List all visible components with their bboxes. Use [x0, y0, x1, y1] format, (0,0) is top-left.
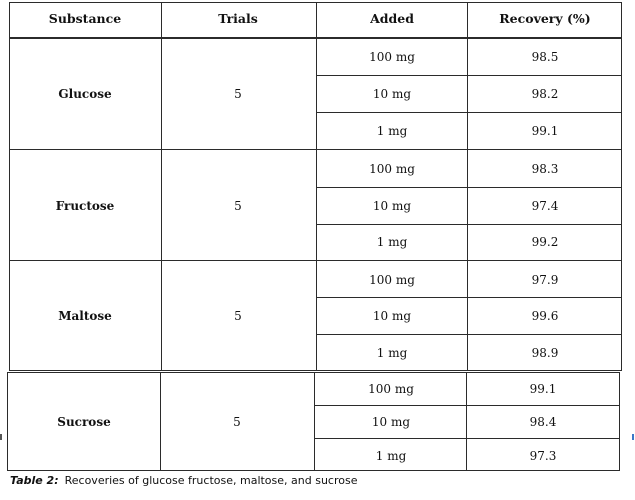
edge-marker — [632, 434, 634, 440]
substance-cell: Fructose — [55, 199, 115, 213]
grid-line — [316, 297, 622, 298]
added-cell: 100 mg — [368, 382, 414, 396]
header-added: Added — [370, 10, 414, 26]
grid-line — [9, 2, 10, 371]
recovery-cell: 97.4 — [531, 199, 559, 213]
grid-line — [314, 405, 620, 406]
header-substance: Substance — [48, 10, 122, 26]
added-cell: 1 mg — [376, 346, 408, 360]
added-cell: 100 mg — [369, 273, 415, 287]
grid-line — [316, 334, 622, 335]
grid-line — [316, 224, 622, 225]
trials-cell: 5 — [234, 309, 242, 323]
trials-cell: 5 — [233, 415, 241, 429]
trials-cell: 5 — [234, 87, 242, 101]
recovery-cell: 99.2 — [531, 235, 559, 249]
grid-line — [316, 112, 622, 113]
grid-line — [621, 2, 622, 371]
grid-line — [619, 372, 620, 471]
substance-cell: Maltose — [58, 309, 112, 323]
added-cell: 1 mg — [375, 449, 407, 463]
substance-cell: Sucrose — [57, 415, 111, 429]
grid-line — [314, 438, 620, 439]
edge-marker — [0, 434, 2, 440]
caption-text: Recoveries of glucose fructose, maltose, and sucrose — [64, 474, 358, 487]
table-caption — [10, 474, 357, 487]
grid-line — [466, 372, 467, 471]
grid-line — [467, 2, 468, 371]
header-trials: Trials — [218, 10, 258, 26]
added-cell: 10 mg — [372, 309, 412, 323]
recovery-cell: 98.2 — [531, 87, 559, 101]
added-cell: 10 mg — [372, 87, 412, 101]
recovery-cell: 98.5 — [531, 50, 559, 64]
recovery-cell: 97.9 — [531, 273, 559, 287]
recovery-cell: 99.1 — [529, 382, 557, 396]
recovery-cell: 98.4 — [529, 415, 557, 429]
added-cell: 100 mg — [369, 162, 415, 176]
grid-line — [316, 2, 317, 371]
grid-line — [161, 2, 162, 371]
trials-cell: 5 — [234, 199, 242, 213]
header-recovery: Recovery (%) — [499, 10, 591, 26]
caption-label: Table 2: — [10, 474, 59, 487]
grid-line — [314, 372, 315, 471]
added-cell: 1 mg — [376, 235, 408, 249]
recovery-cell: 99.1 — [531, 124, 559, 138]
added-cell: 10 mg — [372, 199, 412, 213]
added-cell: 100 mg — [369, 50, 415, 64]
grid-line — [316, 187, 622, 188]
grid-line — [316, 75, 622, 76]
added-cell: 10 mg — [371, 415, 411, 429]
recovery-cell: 97.3 — [529, 449, 557, 463]
recovery-cell: 98.9 — [531, 346, 559, 360]
grid-line — [160, 372, 161, 471]
recovery-cell: 98.3 — [531, 162, 559, 176]
substance-cell: Glucose — [58, 87, 112, 101]
added-cell: 1 mg — [376, 124, 408, 138]
recovery-cell: 99.6 — [531, 309, 559, 323]
grid-line — [7, 372, 8, 471]
